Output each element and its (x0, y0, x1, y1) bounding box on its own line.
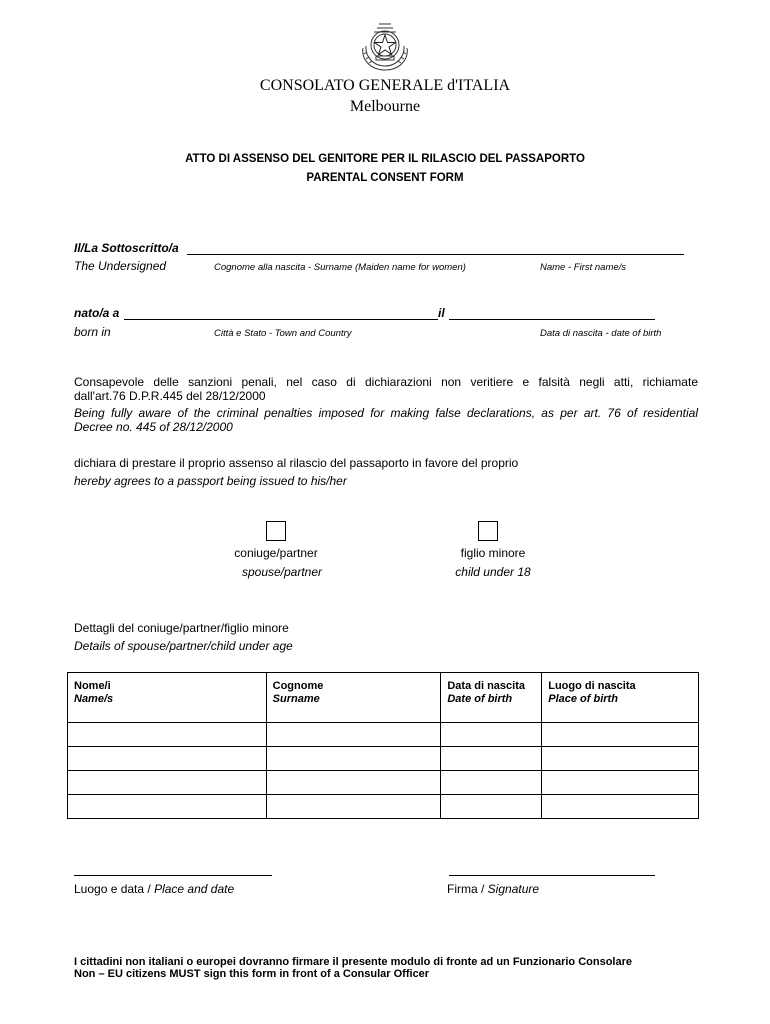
place-date-label: Luogo e data / Place and date (74, 882, 235, 896)
birthplace-input-line[interactable] (124, 319, 438, 320)
child-label-en: child under 18 (455, 565, 531, 579)
child-under-18-checkbox[interactable] (478, 521, 498, 541)
table-row (68, 771, 699, 795)
table-row (68, 747, 699, 771)
spouse-label-it: coniuge/partner (234, 546, 318, 560)
column-header-name: Nome/i Name/s (68, 673, 267, 723)
undersigned-input-line[interactable] (187, 254, 684, 255)
table-row (68, 723, 699, 747)
signature-label: Firma / Signature (447, 882, 540, 896)
column-header-surname: Cognome Surname (266, 673, 441, 723)
italian-emblem-logo (357, 18, 413, 72)
table-cell[interactable] (266, 795, 441, 819)
table-cell[interactable] (441, 795, 542, 819)
table-cell[interactable] (542, 771, 699, 795)
table-cell[interactable] (441, 771, 542, 795)
footer-notice-en: Non – EU citizens MUST sign this form in front of a Consular Officer (74, 968, 430, 980)
table-cell[interactable] (68, 723, 267, 747)
consent-text-en: hereby agrees to a passport being issued to his/her (74, 474, 347, 488)
child-label-it: figlio minore (460, 546, 526, 560)
undersigned-label-it: Il/La Sottoscritto/a (74, 241, 179, 255)
table-cell[interactable] (68, 795, 267, 819)
table-cell[interactable] (266, 723, 441, 747)
table-cell[interactable] (441, 723, 542, 747)
spouse-partner-checkbox[interactable] (266, 521, 286, 541)
table-row (68, 795, 699, 819)
table-cell[interactable] (542, 723, 699, 747)
born-label-en: born in (74, 325, 111, 339)
footer-notice-it: I cittadini non italiani o europei dovranno firmare il presente modulo di fronte ad un Funzionario Consolare (74, 956, 632, 968)
consent-text-it: dichiara di prestare il proprio assenso al rilascio del passaporto in favore del proprio (74, 456, 519, 470)
details-table (67, 672, 699, 819)
details-heading-en: Details of spouse/partner/child under age (74, 639, 293, 653)
table-cell[interactable] (266, 771, 441, 795)
undersigned-label-en: The Undersigned (74, 259, 167, 273)
form-title-italian: ATTO DI ASSENSO DEL GENITORE PER IL RILASCIO DEL PASSAPORTO (185, 153, 585, 165)
consulate-name: CONSOLATO GENERALE d'ITALIA (259, 77, 511, 94)
signature-input-line[interactable] (449, 875, 655, 876)
table-header-row (68, 673, 699, 723)
column-header-place-of-birth: Luogo di nascita Place of birth (542, 673, 699, 723)
birthdate-hint: Data di nascita - date of birth (540, 328, 662, 339)
birthdate-input-line[interactable] (449, 319, 655, 320)
declaration-line2-it: dall'art.76 D.P.R.445 del 28/12/2000 (74, 389, 266, 403)
birthdate-label-it: il (438, 306, 445, 320)
table-cell[interactable] (68, 747, 267, 771)
table-cell[interactable] (441, 747, 542, 771)
declaration-line2-en: Decree no. 445 of 28/12/2000 (74, 420, 233, 434)
table-cell[interactable] (266, 747, 441, 771)
born-label-it: nato/a a (74, 306, 120, 320)
declaration-line1-it: Consapevole delle sanzioni penali, nel caso di dichiarazioni non veritiere e falsità negli atti, richiamate (74, 375, 698, 389)
details-heading-it: Dettagli del coniuge/partner/figlio minore (74, 621, 289, 635)
table-cell[interactable] (68, 771, 267, 795)
place-date-input-line[interactable] (74, 875, 272, 876)
consulate-city: Melbourne (349, 98, 421, 115)
spouse-label-en: spouse/partner (241, 565, 323, 579)
declaration-line1-en: Being fully aware of the criminal penalties imposed for making false declarations, as per art. 76 of residential (74, 406, 698, 420)
table-cell[interactable] (542, 795, 699, 819)
surname-hint: Cognome alla nascita - Surname (Maiden name for women) (214, 262, 466, 273)
form-title-english: PARENTAL CONSENT FORM (306, 172, 464, 184)
birthplace-hint: Città e Stato - Town and Country (214, 328, 352, 339)
column-header-date-of-birth: Data di nascita Date of birth (441, 673, 542, 723)
table-cell[interactable] (542, 747, 699, 771)
first-name-hint: Name - First name/s (540, 262, 627, 273)
